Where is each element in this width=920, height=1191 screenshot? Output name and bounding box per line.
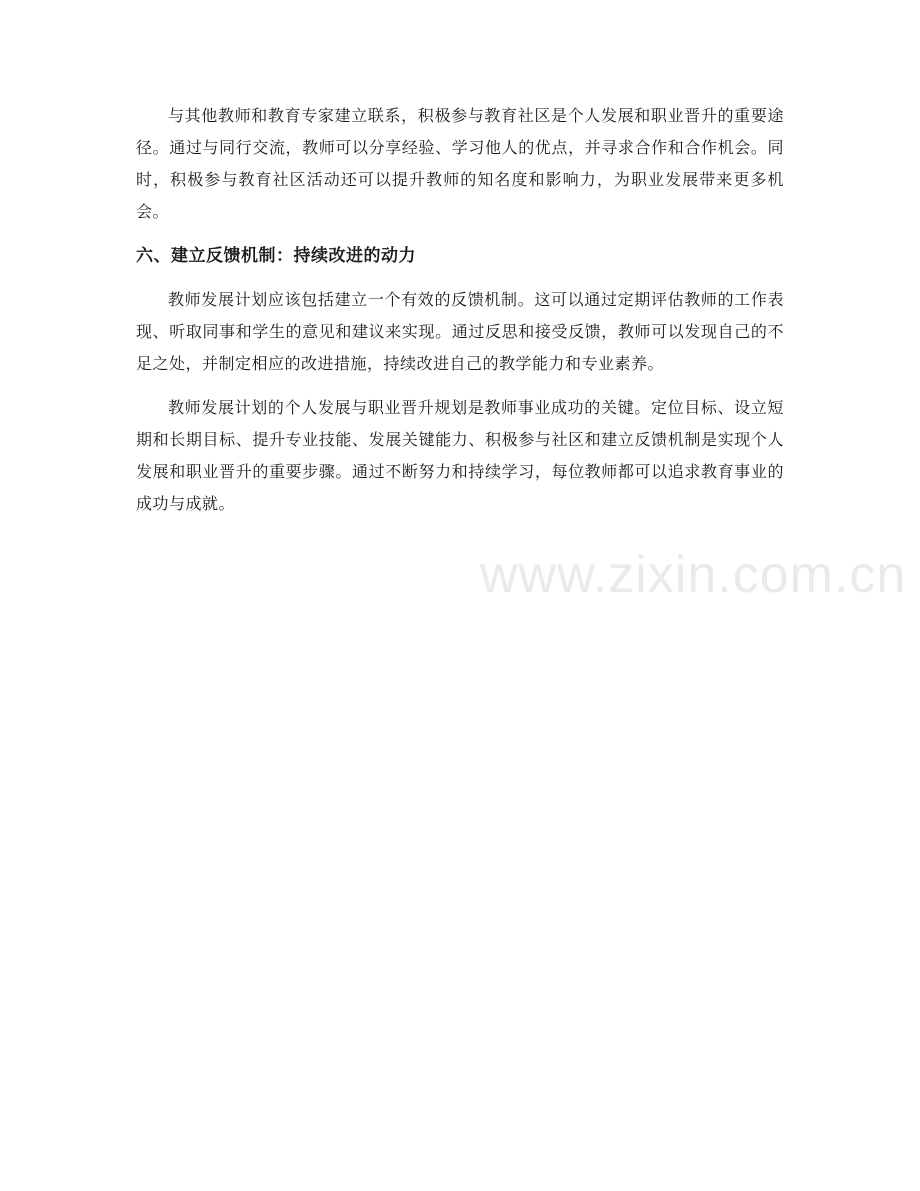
paragraph-conclusion: 教师发展计划的个人发展与职业晋升规划是教师事业成功的关键。定位目标、设立短期和长期目标、提升专业技能、发展关键能力、积极参与社区和建立反馈机制是实现个人发展和职业晋升的重要步骤。通过不断努力和持续学习，每位教师都可以追求教育事业的成功与成就。 (136, 398, 784, 513)
paragraph-community: 与其他教师和教育专家建立联系，积极参与教育社区是个人发展和职业晋升的重要途径。通过与同行交流，教师可以分享经验、学习他人的优点，并寻求合作和合作机会。同时，积极参与教育社区活动还可以提升教师的知名度和影响力，为职业发展带来更多机会。 (136, 106, 784, 221)
paragraph-feedback: 教师发展计划应该包括建立一个有效的反馈机制。这可以通过定期评估教师的工作表现、听取同事和学生的意见和建议来实现。通过反思和接受反馈，教师可以发现自己的不足之处，并制定相应的改进措施，持续改进自己的教学能力和专业素养。 (136, 290, 784, 373)
document-body (136, 100, 784, 532)
watermark: www.zixin.com.cn (480, 546, 907, 604)
section-heading-feedback: 六、建立反馈机制：持续改进的动力 (136, 246, 416, 266)
